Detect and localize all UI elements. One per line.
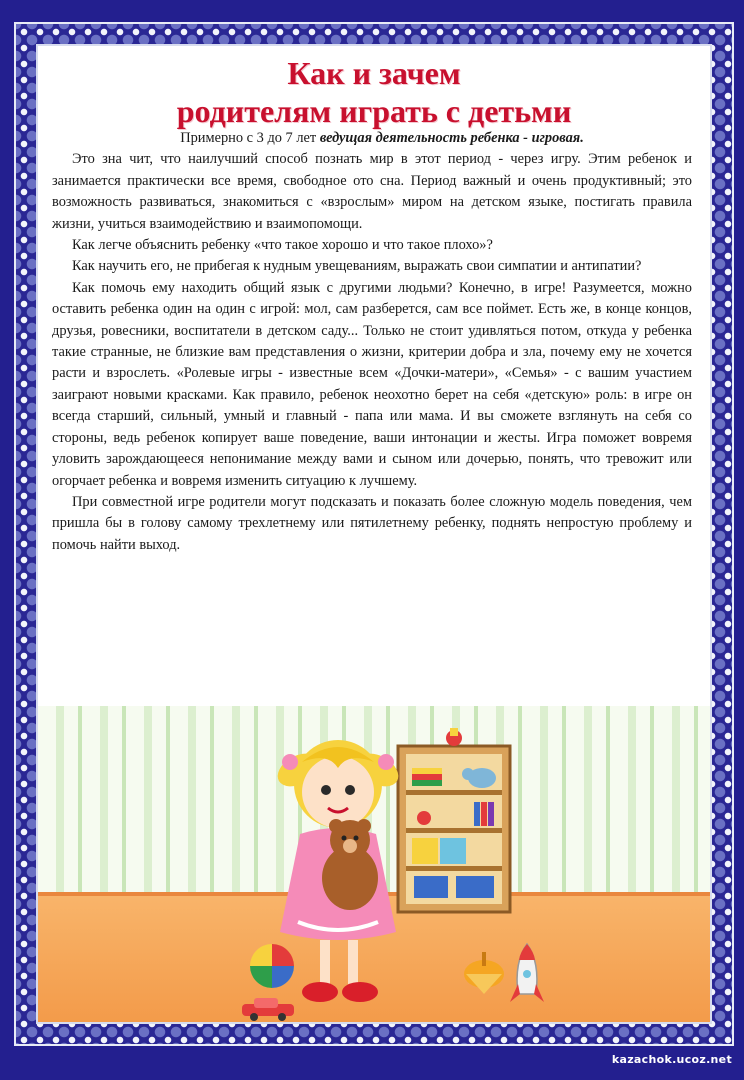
poster-page: [36, 44, 712, 1024]
page-title: [38, 54, 710, 130]
spinning-top-illustration: [460, 950, 508, 998]
lead-plain: Примерно с 3 до 7 лет: [180, 130, 317, 146]
paragraph-2: Как легче объяснить ребенку «что такое хорошо и что такое плохо»?: [72, 237, 493, 254]
paragraph-4: Как помочь ему находить общий язык с другими людьми? Конечно, в игре! Разумеется, можно оставить ребенка один на один с игрой: мол, сам разберется, сам все поймет. Есть же, в конце концов, друзья, ровесники, воспитатели в детском саду... Только не стоит удивляться потом, откуда у ребенка такие странные, не близкие вам представления о жизни, критерии добра и зла, почему ему не хочется расти и взрослеть. «Ролевые игры - известные всем «Дочки-матери», «Семья» - с вашим участием заиграют новыми красками. Как правило, ребенок неохотно берет на себя «детскую» роль: в игре он всегда старший, сильный, умный и главный - папа или мама. И вы сможете взглянуть на себя со стороны, ведь ребенок копирует ваше поведение, ваши интонации и жесты. Игра поможет вовремя уловить зарождающееся непонимание между вами и сыном или дочерью, понять, что тревожит или огорчает ребенка и вовремя изменить ситуацию к лучшему.: [52, 279, 692, 489]
lead-line: [52, 128, 692, 149]
lead-emphasis: ведущая деятельность ребенка - игровая.: [319, 130, 584, 146]
toy-car-illustration: [238, 996, 298, 1022]
paragraph-5: При совместной игре родители могут подсказать и показать более сложную модель поведения, чем пришла бы в голову самому трехлетнему или пятилетнему ребенку, поднять непростую проблему и помочь найти выход.: [52, 493, 692, 553]
site-watermark: kazachok.ucoz.net: [611, 1053, 732, 1066]
paragraph-1: Это зна чит, что наилучший способ познать мир в этот период - через игру. Этим ребенок и занимается практически все время, свободное ото сна. Период важный и очень продуктивный; это возможность развиваться, знакомиться с «взрослым» миром на детском языке, постигать правила жизни, учиться взаимодействию и взаимопомощи.: [52, 151, 692, 232]
rocket-illustration: [510, 942, 544, 1012]
playroom-illustration: [38, 706, 710, 1022]
paragraph-3: Как научить его, не прибегая к нудным увещеваниям, выражать свои симпатии и антипатии?: [72, 258, 642, 275]
title-line-1: Как и зачем: [287, 55, 461, 91]
title-line-2: родителям играть с детьми: [176, 93, 572, 129]
article-text: [52, 128, 692, 556]
ball-illustration: [248, 942, 296, 990]
